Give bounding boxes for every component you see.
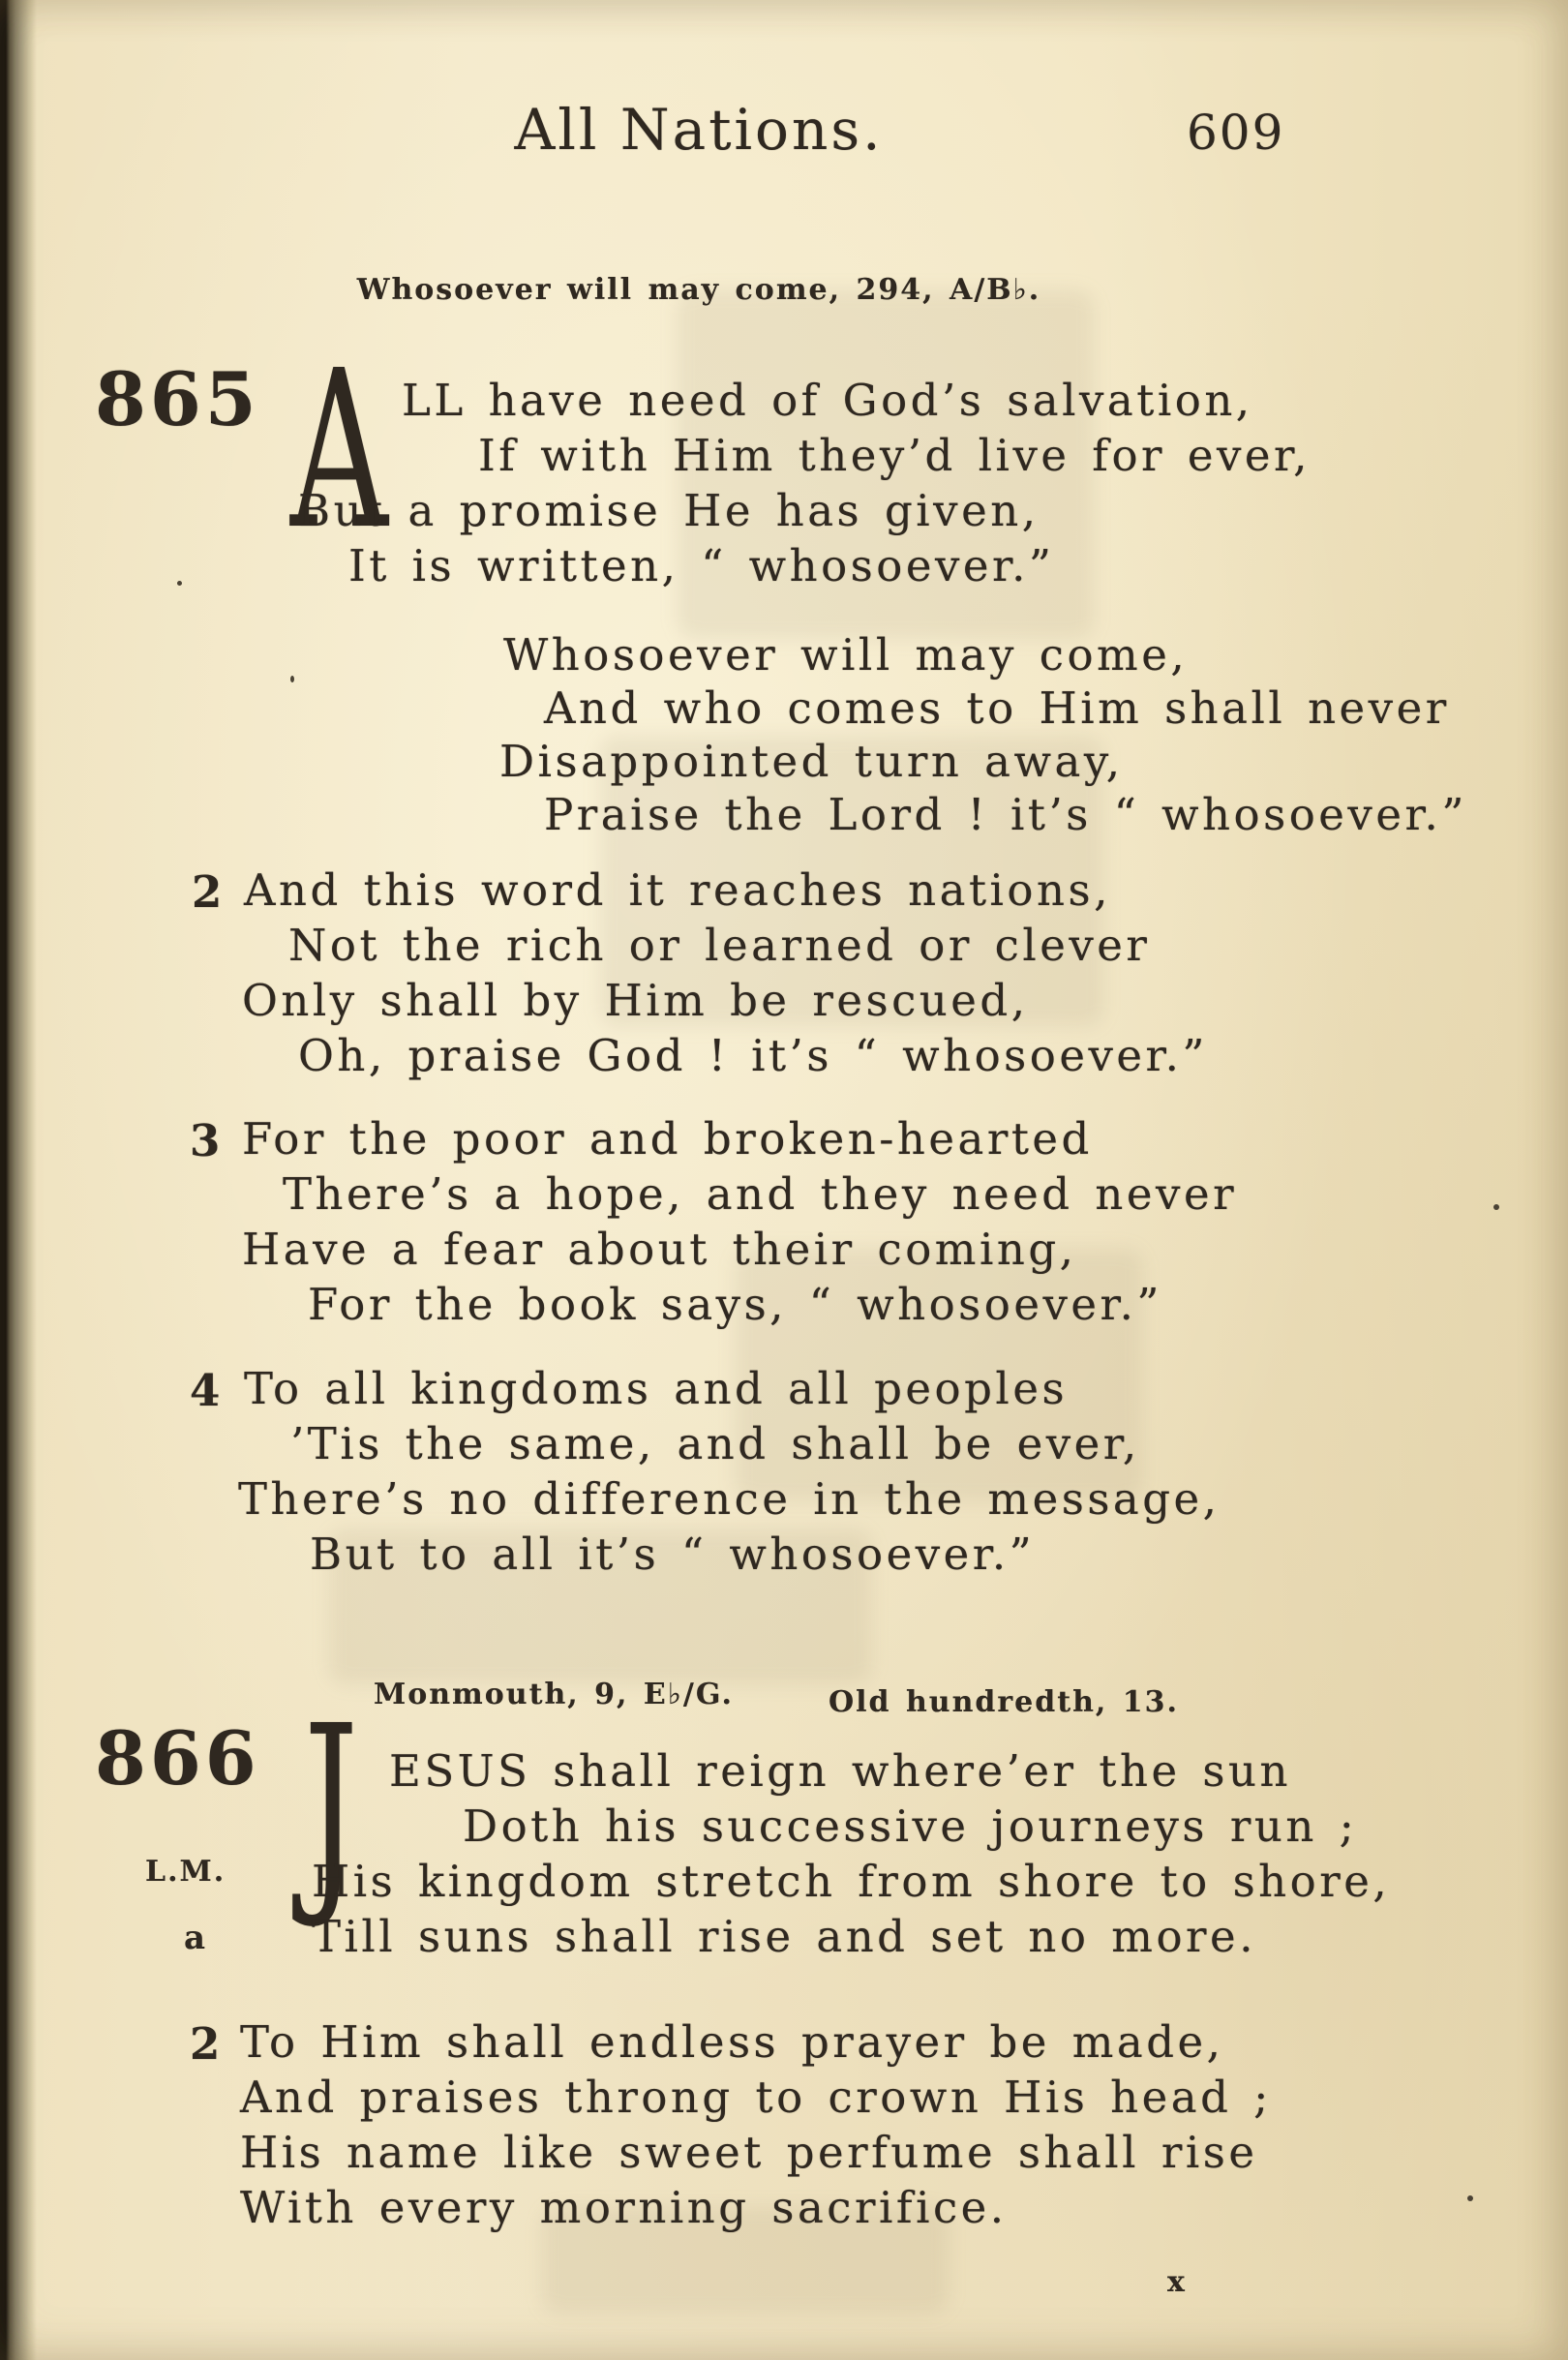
verse-line: But a promise He has given, bbox=[298, 485, 1040, 536]
page-number: 609 bbox=[1187, 105, 1285, 161]
hymn-866-number: 866 bbox=[95, 1715, 260, 1801]
ink-speck bbox=[177, 581, 182, 586]
verse-line: Not the rich or learned or clever bbox=[288, 920, 1151, 971]
ink-speck bbox=[1467, 2195, 1473, 2201]
verse-line: His name like sweet perfume shall rise bbox=[240, 2127, 1258, 2178]
verse-line: If with Him they’d live for ever, bbox=[478, 430, 1311, 481]
verse-line: ESUS shall reign where’er the sun bbox=[389, 1745, 1291, 1797]
hymn-865-number: 865 bbox=[95, 356, 260, 442]
book-binding-edge bbox=[0, 0, 37, 2360]
verse-line: But to all it’s “ whosoever.” bbox=[310, 1528, 1036, 1580]
verse-number: 2 bbox=[192, 866, 224, 918]
ink-speck bbox=[1493, 1204, 1499, 1210]
hymn-866-tune-line-left: Monmouth, 9, E♭/G. bbox=[374, 1678, 734, 1711]
hymn-865-tune-line: Whosoever will may come, 294, A/B♭. bbox=[356, 273, 1041, 307]
verse-line: Till suns shall rise and set no more. bbox=[312, 1911, 1256, 1962]
verse-line: And praises throng to crown His head ; bbox=[240, 2072, 1272, 2123]
chorus-line: Disappointed turn away, bbox=[499, 736, 1124, 787]
verse-line: With every morning sacrifice. bbox=[240, 2182, 1008, 2233]
hymn-866-tune-line-right: Old hundredth, 13. bbox=[829, 1685, 1179, 1719]
signature-mark: x bbox=[1167, 2265, 1185, 2299]
chorus-line: And who comes to Him shall never bbox=[544, 682, 1450, 734]
verse-line: Only shall by Him be rescued, bbox=[242, 975, 1029, 1026]
chorus-line: Praise the Lord ! it’s “ whosoever.” bbox=[544, 789, 1467, 840]
verse-line: His kingdom stretch from shore to shore, bbox=[312, 1856, 1391, 1907]
verse-number: 3 bbox=[190, 1115, 222, 1166]
verse-line: Doth his successive journeys run ; bbox=[463, 1800, 1358, 1852]
verse-line: ’Tis the same, and shall be ever, bbox=[290, 1418, 1140, 1469]
verse-line: There’s a hope, and they need never bbox=[283, 1168, 1238, 1220]
verse-line: Have a fear about their coming, bbox=[242, 1224, 1077, 1275]
verse-number: 2 bbox=[190, 2018, 222, 2070]
chorus-line: Whosoever will may come, bbox=[503, 629, 1189, 681]
hymn-866-tune-letter: a bbox=[184, 1919, 208, 1957]
hymn-866-drop-cap: J bbox=[304, 1679, 358, 1933]
page-title: All Nations. bbox=[514, 97, 884, 163]
verse-line: LL have need of God’s salvation, bbox=[402, 375, 1253, 426]
verse-line: For the book says, “ whosoever.” bbox=[308, 1279, 1162, 1330]
ink-speck bbox=[290, 676, 294, 682]
verse-line: There’s no difference in the message, bbox=[238, 1473, 1221, 1525]
verse-line: It is written, “ whosoever.” bbox=[348, 540, 1055, 591]
verse-line: To Him shall endless prayer be made, bbox=[240, 2016, 1224, 2068]
verse-number: 4 bbox=[190, 1365, 222, 1416]
verse-line: Oh, praise God ! it’s “ whosoever.” bbox=[298, 1030, 1208, 1081]
verse-line: And this word it reaches nations, bbox=[244, 864, 1111, 916]
verse-line: For the poor and broken-hearted bbox=[242, 1113, 1093, 1165]
hymn-865-drop-cap: A bbox=[290, 324, 388, 578]
verse-line: To all kingdoms and all peoples bbox=[244, 1363, 1069, 1414]
hymn-866-meter: L.M. bbox=[145, 1855, 226, 1889]
